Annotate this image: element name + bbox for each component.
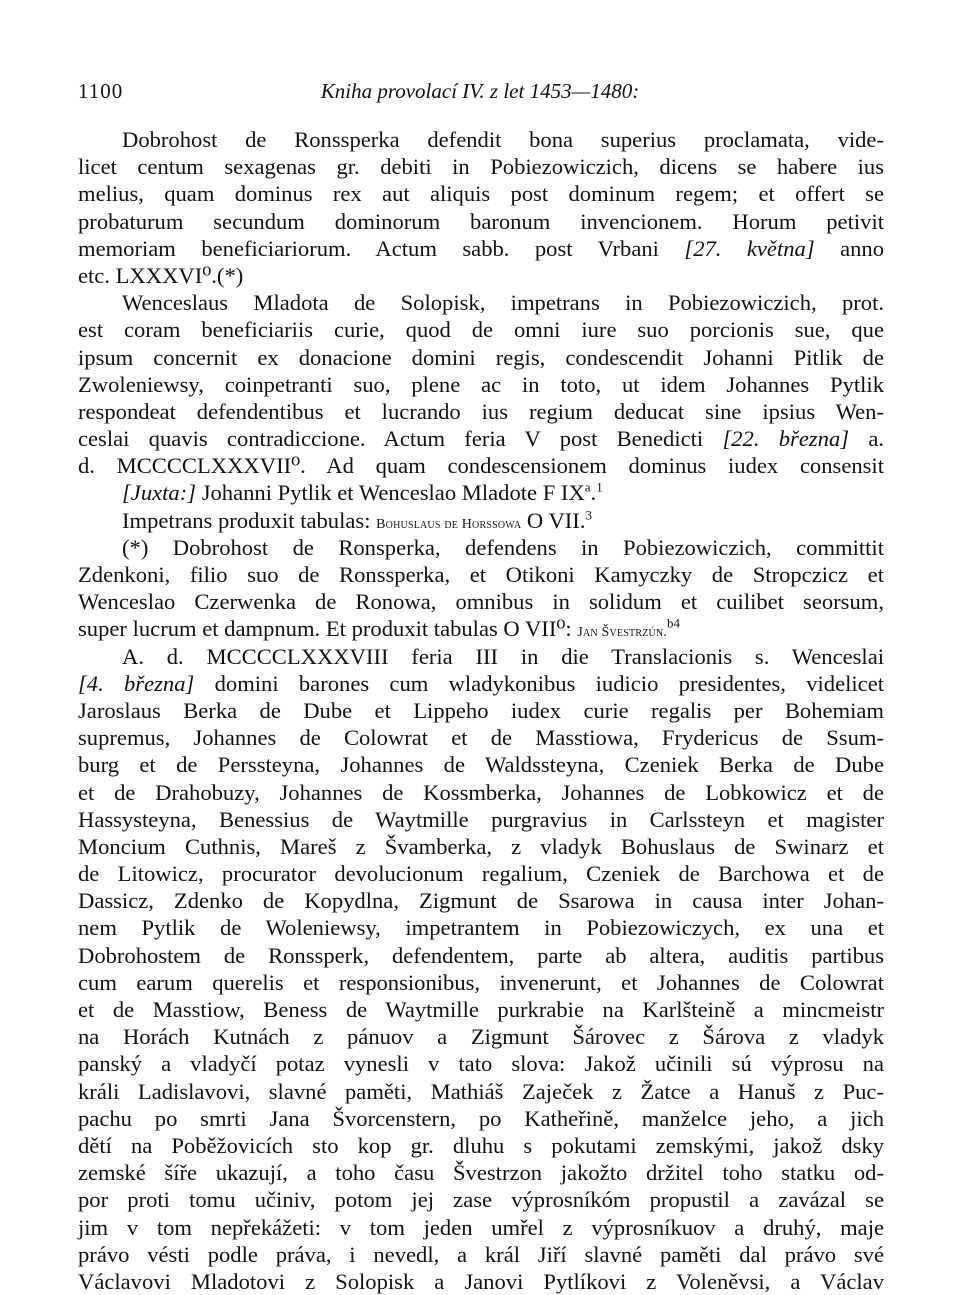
text-line: est coram beneficiariis curie, quod de omni iure suo porcionis sue, que — [78, 317, 884, 343]
text-line: jim v tom nepřekážeti: v tom jeden umřel z výprosníkuov a druhý, maje — [78, 1214, 884, 1240]
text-line: cum earum querelis et responsionibus, invenerunt, et Johannes de Colowrat — [78, 969, 884, 995]
text-line: dětí na Poběžovicích sto kop gr. dluhu s pokutami zemskými, jakož dsky — [78, 1132, 884, 1158]
text-segment: domini barones cum wladykonibus iudicio presidentes, videlicet — [214, 670, 884, 696]
text-line: Zwoleniewsy, coinpetranti suo, plene ac in toto, ut idem Johannes Pytlik — [78, 371, 884, 397]
text-line: právo vésti podle práva, i nevedl, a král Jiří slavné paměti dal právo své — [78, 1241, 884, 1267]
date-gloss: [22. března] — [722, 426, 850, 452]
text-segment: ceslai quavis contradiccione. Actum feria V post Benedicti — [78, 426, 704, 452]
text-line: probaturum secundum dominorum baronum invencionem. Horum petivit — [78, 208, 884, 234]
text-line — [78, 670, 884, 697]
text-line: d. MCCCCLXXXVII⁰. Ad quam condescensionem dominus iudex consensit — [78, 453, 884, 479]
text-line: nem Pytlik de Woleniewsy, impetrantem in Pobiezowiczych, ex una et — [78, 915, 884, 941]
text-line: et de Masstiow, Beness de Waytmille purkrabie na Karlšteině a mincmeistr — [78, 997, 884, 1022]
date-gloss: [27. května] — [684, 235, 815, 261]
text-line: de Litowicz, procurator devolucionum regalium, Czeniek de Barchowa et de — [78, 861, 884, 887]
running-title: Kniha provolací IV. z let 1453—1480: — [320, 79, 640, 103]
text-segment: Johanni Pytlik et Wenceslao Mladote F IX — [201, 480, 585, 506]
text-segment: O VII. — [526, 507, 586, 533]
text-segment: memoriam beneficiariorum. Actum sabb. post Vrbani — [78, 235, 659, 261]
text-segment: a. — [868, 426, 885, 452]
text-line: pachu po smrti Jana Švorcenstern, po Katheřině, manželce jeho, a jich — [78, 1105, 884, 1131]
footnote-mark: b4 — [667, 615, 681, 631]
text-line: Dassicz, Zdenko de Kopydlna, Zigmunt de Ssarowa in causa inter Johan- — [78, 888, 884, 914]
text-segment: super lucrum et dampnum. Et produxit tabulas O VII⁰: — [78, 616, 572, 642]
footnote-mark: a — [584, 479, 591, 495]
text-line: (*) Dobrohost de Ronsperka, defendens in Pobiezowiczich, committit — [122, 534, 884, 560]
text-line — [78, 479, 884, 506]
text-segment: Impetrans produxit tabulas: — [122, 507, 371, 533]
text-line: supremus, Johannes de Colowrat et de Masstiowa, Frydericus de Ssum- — [78, 725, 884, 751]
text-line: Wenceslao Czerwenka de Ronowa, omnibus in solidum et cuilibet seorsum, — [78, 589, 884, 615]
footnote-mark: 1 — [596, 479, 603, 495]
text-line — [78, 235, 884, 262]
date-gloss: [4. března] — [78, 670, 195, 696]
text-line: Jaroslaus Berka de Dube et Lippeho iudex curie regalis per Bohemiam — [78, 697, 884, 723]
page-number: 1100 — [78, 79, 124, 103]
scribe-name: Bohuslaus de Horssowa — [376, 516, 522, 532]
text-line: respondeat defendentibus et lucrando ius regium deducat sine ipsius Wen- — [78, 398, 884, 424]
text-line: Dobrohost de Ronssperka defendit bona superius proclamata, vide- — [122, 127, 884, 152]
text-line: Václavovi Mladotovi z Solopisk a Janovi Pytlíkovi z Voleněvsi, a Václav — [78, 1268, 884, 1294]
text-line: Wenceslaus Mladota de Solopisk, impetrans in Pobiezowiczich, prot. — [122, 290, 884, 316]
text-line: burg et de Perssteyna, Johannes de Waldssteyna, Czeniek Berka de Dube — [78, 752, 884, 778]
text-line: licet centum sexagenas gr. debiti in Pobiezowiczich, dicens se habere ius — [78, 154, 884, 180]
text-line: ipsum concernit ex donacione domini regis, condescendit Johanni Pitlik de — [78, 344, 884, 370]
page-header — [78, 79, 882, 109]
editorial-gloss: [Juxta:] — [122, 480, 197, 506]
text-segment: . — [590, 480, 597, 506]
text-line: Dobrohostem de Ronssperk, defendentem, parte ab altera, auditis partibus — [78, 942, 884, 968]
body-text — [78, 126, 884, 1295]
text-line: A. d. MCCCCLXXXVIII feria III in die Translacionis s. Wenceslai — [122, 643, 884, 669]
text-line: Hassysteyna, Benessius de Waytmille purgravius in Carlssteyn et magister — [78, 806, 884, 832]
text-line: na Horách Kutnách z pánuov a Zigmunt Šárovec z Šárova z vladyk — [78, 1024, 884, 1050]
text-line — [78, 507, 884, 534]
text-line: králi Ladislavovi, slavné paměti, Mathiáš Zaječek z Žatce a Hanuš z Puc- — [78, 1078, 884, 1104]
text-line: zemské šíře ukazují, a toho času Švestrzon jakožto držitel toho statku od- — [78, 1160, 884, 1186]
footnote-mark: 3 — [585, 507, 592, 523]
text-line — [78, 615, 884, 642]
scribe-name: Jan Švestrzún. — [577, 625, 668, 641]
text-line: Moncium Cuthnis, Mareš z Švamberka, z vladyk Bohuslaus de Swinarz et — [78, 833, 884, 859]
text-segment: anno — [840, 235, 885, 261]
text-line: panský a vladyčí potaz vynesli v tato slova: Jakož učinili sú výprosu na — [78, 1051, 884, 1077]
text-line: etc. LXXXVI⁰.(*) — [78, 262, 244, 288]
text-line: por proti tomu učiniv, potom jej zase výprosníkóm propustil a zavázal se — [78, 1187, 884, 1213]
text-line — [78, 425, 884, 452]
text-line: Zdenkoni, filio suo de Ronssperka, et Otikoni Kamyczky de Stropczicz et — [78, 562, 884, 587]
text-line: et de Drahobuzy, Johannes de Kossmberka, Johannes de Lobkowicz et de — [78, 779, 884, 805]
text-line: melius, quam dominus rex aut aliquis post dominum regem; et offert se — [78, 181, 884, 207]
